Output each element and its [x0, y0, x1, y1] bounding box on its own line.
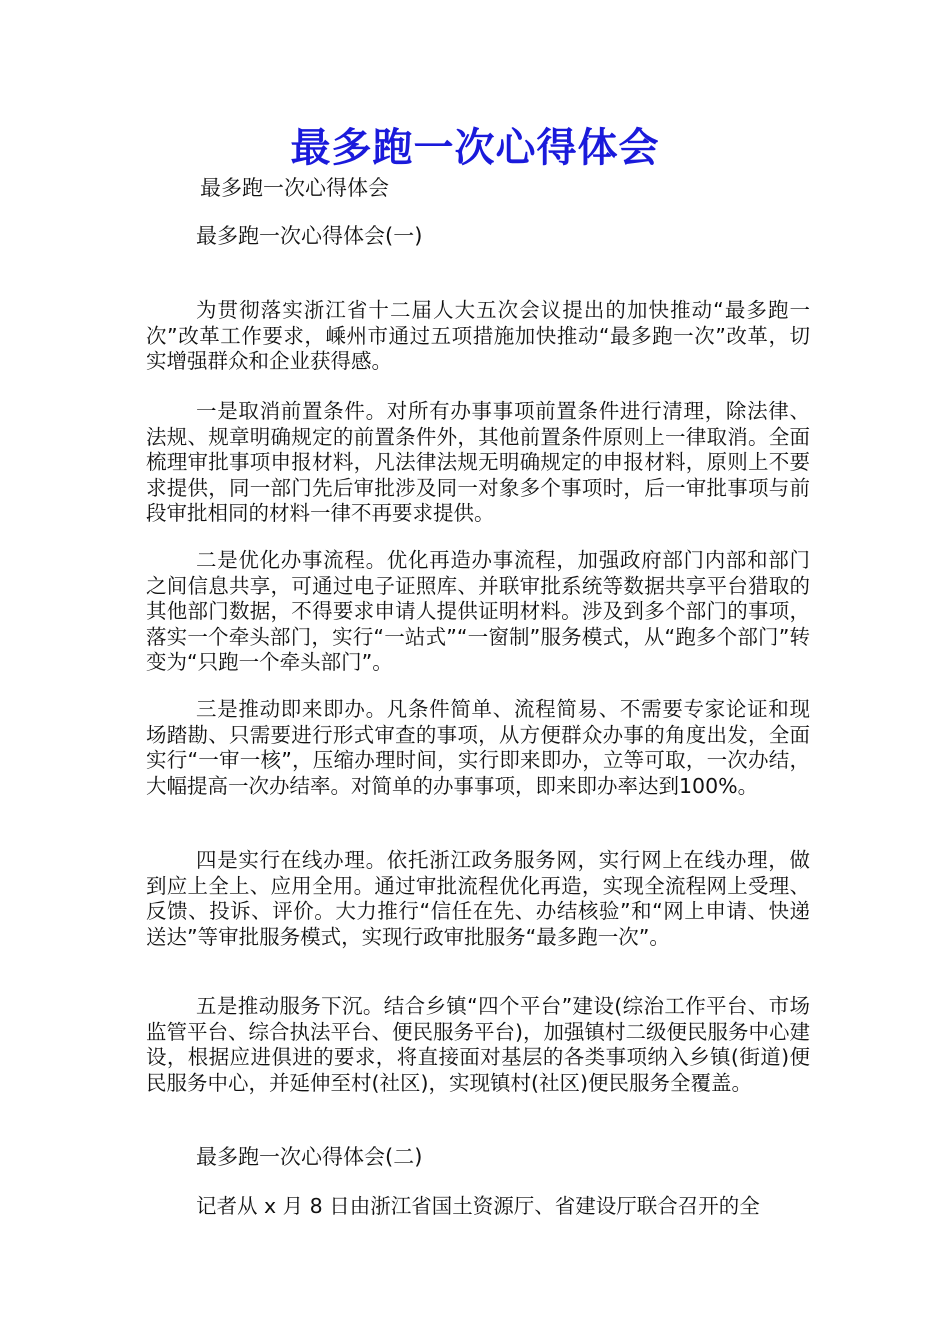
paragraph-2: 二是优化办事流程。优化再造办事流程，加强政府部门内部和部门之间信息共享，可通过电子证照库、并联审批系统等数据共享平台猎取的其他部门数据，不得要求申请人提供证明材料。涉及到多个部门的事项，落实一个牵头部门，实行“一站式”“一窗制”服务模式，从“跑多个部门”转变为“只跑一个牵头部门”。: [146, 548, 810, 674]
paragraph-4: 四是实行在线办理。依托浙江政务服务网，实行网上在线办理，做到应上全上、应用全用。通过审批流程优化再造，实现全流程网上受理、反馈、投诉、评价。大力推行“信任在先、办结核验”和“网上申请、快递送达”等审批服务模式，实现行政审批服务“最多跑一次”。: [146, 848, 810, 949]
paragraph-intro: 为贯彻落实浙江省十二届人大五次会议提出的加快推动“最多跑一次”改革工作要求，嵊州市通过五项措施加快推动“最多跑一次”改革，切实增强群众和企业获得感。: [146, 298, 810, 373]
section-heading-2: 最多跑一次心得体会(二): [196, 1145, 423, 1169]
paragraph-1: 一是取消前置条件。对所有办事事项前置条件进行清理，除法律、法规、规章明确规定的前置条件外，其他前置条件原则上一律取消。全面梳理审批事项申报材料，凡法律法规无明确规定的申报材料，原则上不要求提供，同一部门先后审批涉及同一对象多个事项时，后一审批事项与前段审批相同的材料一律不再要求提供。: [146, 399, 810, 525]
paragraph-3: 三是推动即来即办。凡条件简单、流程简易、不需要专家论证和现场踏勘、只需要进行形式审查的事项，从方便群众办事的角度出发，全面实行“一审一核”，压缩办理时间，实行即来即办，立等可取，一次办结，大幅提高一次办结率。对简单的办事事项，即来即办率达到100%。: [146, 697, 810, 798]
paragraph-5: 五是推动服务下沉。结合乡镇“四个平台”建设(综治工作平台、市场监管平台、综合执法平台、便民服务平台)，加强镇村二级便民服务中心建设，根据应进俱进的要求，将直接面对基层的各类事项纳入乡镇(街道)便民服务中心，并延伸至村(社区)，实现镇村(社区)便民服务全覆盖。: [146, 994, 810, 1095]
paragraph-section2-start: 记者从 x 月 8 日由浙江省国土资源厅、省建设厅联合召开的全: [196, 1194, 760, 1218]
section-heading-1: 最多跑一次心得体会(一): [196, 224, 423, 248]
document-subtitle: 最多跑一次心得体会: [200, 176, 389, 200]
document-title: 最多跑一次心得体会: [290, 124, 660, 171]
